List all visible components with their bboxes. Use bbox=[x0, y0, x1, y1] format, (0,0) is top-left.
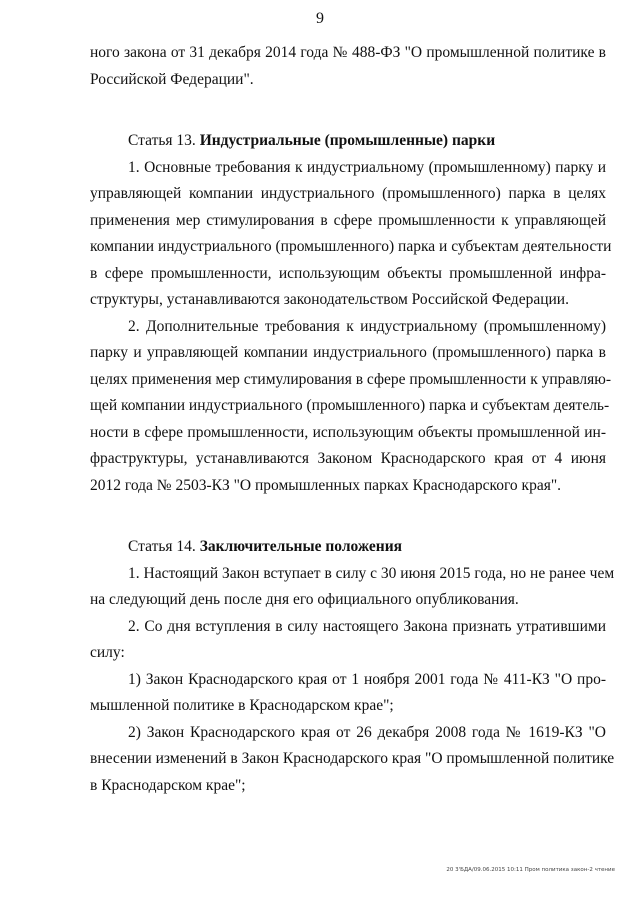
text-line: структуры, устанавливаются законодательством Российской Федерации. bbox=[90, 291, 569, 308]
text-line: в Краснодарском крае"; bbox=[90, 776, 246, 794]
article-heading bbox=[90, 534, 606, 561]
text-line: на следующий день после дня его официального опубликования. bbox=[90, 591, 519, 608]
footer-stamp: 20 3'БДА/09.06.2015 10:11 Пром политика закон-2 чтение bbox=[446, 867, 615, 873]
article-title: Заключительные положения bbox=[199, 538, 403, 555]
text-line: Российской Федерации". bbox=[90, 70, 254, 88]
text-line: 1) Закон Краснодарского края от 1 ноября 2001 года № 411-КЗ "О про- bbox=[128, 670, 606, 688]
text-line: 2. Дополнительные требования к индустриальному (промышленному) bbox=[128, 317, 606, 335]
text-line: парку и управляющей компании индустриального (промышленного) парка в bbox=[90, 344, 606, 361]
page-number: 9 bbox=[316, 10, 324, 27]
text-line: мышленной политике в Краснодарском крае"; bbox=[90, 697, 394, 714]
document-body bbox=[90, 40, 615, 799]
text-line: применения мер стимулирования в сфере промышленности к управляющей bbox=[90, 211, 606, 229]
text-line: 1. Основные требования к индустриальному (промышленному) парку и bbox=[128, 158, 606, 176]
text-line: компании индустриального (промышленного) парка и субъектам деятельности bbox=[90, 238, 612, 255]
article-heading bbox=[90, 128, 606, 155]
text-line: ности в сфере промышленности, использующим объекты промышленной ин- bbox=[90, 423, 606, 441]
article-number: Статья 14. bbox=[128, 538, 200, 555]
text-line: целях применения мер стимулирования в сфере промышленности к управляю- bbox=[90, 370, 612, 388]
text-line: силу: bbox=[90, 644, 125, 661]
text-line: ного закона от 31 декабря 2014 года № 488-ФЗ "О промышленной политике в bbox=[90, 44, 606, 61]
text-line: в сфере промышленности, использующим объекты промышленной инфра- bbox=[90, 264, 606, 282]
text-line: фраструктуры, устанавливаются Законом Краснодарского края от 4 июня bbox=[90, 450, 606, 467]
article-title: Индустриальные (промышленные) парки bbox=[199, 132, 496, 149]
text-line: щей компании индустриального (промышленного) парка и субъектам деятель- bbox=[90, 397, 610, 414]
text-line: управляющей компании индустриального (промышленного) парка в целях bbox=[90, 185, 606, 202]
text-line: 2012 года № 2503-КЗ "О промышленных парках Краснодарского края". bbox=[90, 476, 562, 494]
article-number: Статья 13. bbox=[128, 132, 200, 149]
text-line: внесении изменений в Закон Краснодарского края "О промышленной политике bbox=[90, 750, 615, 767]
text-line: 2) Закон Краснодарского края от 26 декабря 2008 года № 1619-КЗ "О bbox=[128, 723, 606, 741]
text-line: 2. Со дня вступления в силу настоящего Закона признать утратившими bbox=[128, 617, 606, 635]
text-line: 1. Настоящий Закон вступает в силу с 30 июня 2015 года, но не ранее чем bbox=[128, 564, 615, 582]
